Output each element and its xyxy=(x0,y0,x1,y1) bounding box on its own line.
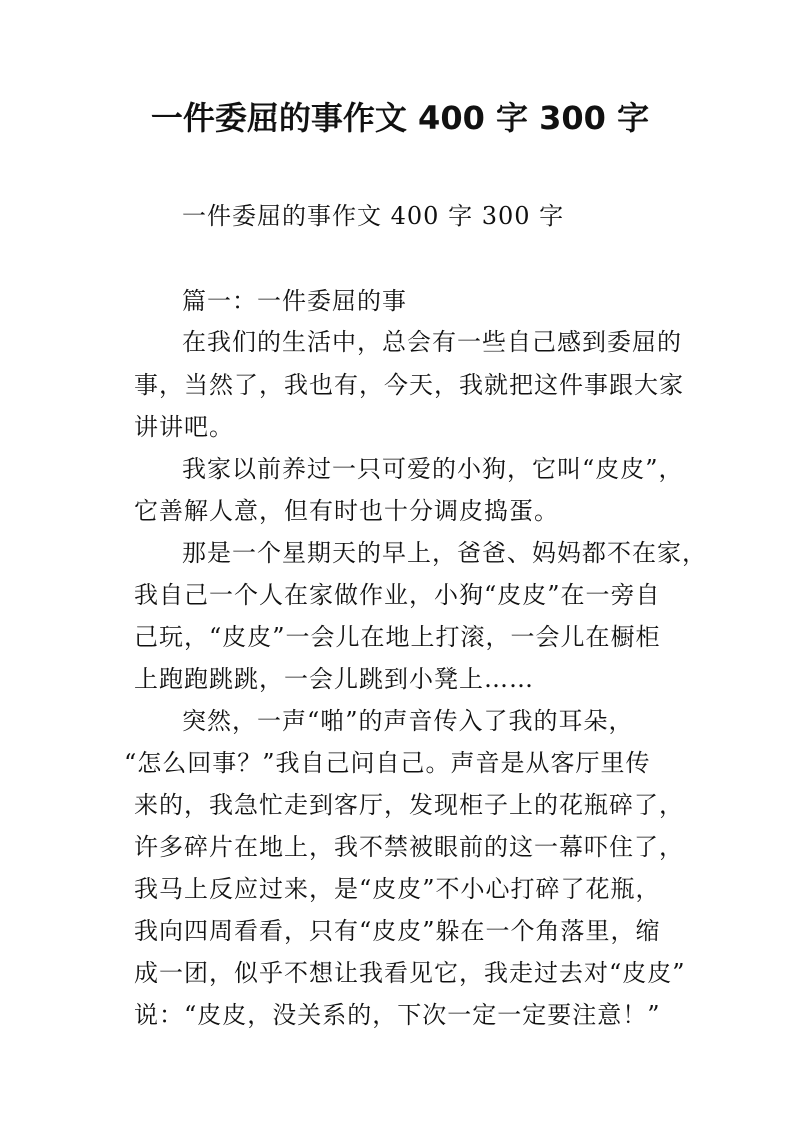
paragraph-line: 我家以前养过一只可爱的小狗，它叫“皮皮”， xyxy=(182,455,684,483)
paragraph-line: 那是一个星期天的早上，爸爸、妈妈都不在家， xyxy=(182,539,707,567)
paragraph-line: 它善解人意，但有时也十分调皮捣蛋。 xyxy=(134,497,559,525)
paragraph-line: 讲讲吧。 xyxy=(134,413,234,441)
paragraph-line: 事，当然了，我也有，今天，我就把这件事跟大家 xyxy=(134,371,684,399)
paragraph-line: 成一团，似乎不想让我看见它，我走过去对“皮皮” xyxy=(134,959,686,987)
paragraph-line: 在我们的生活中，总会有一些自己感到委屈的 xyxy=(182,328,682,356)
paragraph-line: “怎么回事？”我自己问自己。声音是从客厅里传 xyxy=(124,749,651,777)
section-heading: 篇一：一件委屈的事 xyxy=(182,287,407,315)
paragraph-line: 我自己一个人在家做作业，小狗“皮皮”在一旁自 xyxy=(134,581,661,609)
paragraph-line: 我向四周看看，只有“皮皮”躲在一个角落里，缩 xyxy=(134,917,661,945)
paragraph-line: 我马上反应过来，是“皮皮”不小心打碎了花瓶， xyxy=(134,875,661,903)
paragraph-line: 来的，我急忙走到客厅，发现柜子上的花瓶碎了， xyxy=(134,791,684,819)
paragraph-line: 己玩，“皮皮”一会儿在地上打滚，一会儿在橱柜 xyxy=(134,623,661,651)
paragraph-line: 突然，一声“啪”的声音传入了我的耳朵， xyxy=(182,707,634,735)
paragraph-line: 说：“皮皮，没关系的，下次一定一定要注意！” xyxy=(134,1001,661,1029)
paragraph-line: 许多碎片在地上，我不禁被眼前的这一幕吓住了， xyxy=(134,833,684,861)
document-title: 一件委屈的事作文 400 字 300 字 xyxy=(150,99,650,137)
paragraph-line: 上跑跑跳跳，一会儿跳到小凳上…… xyxy=(134,665,534,693)
subtitle-line: 一件委屈的事作文 400 字 300 字 xyxy=(182,202,565,230)
